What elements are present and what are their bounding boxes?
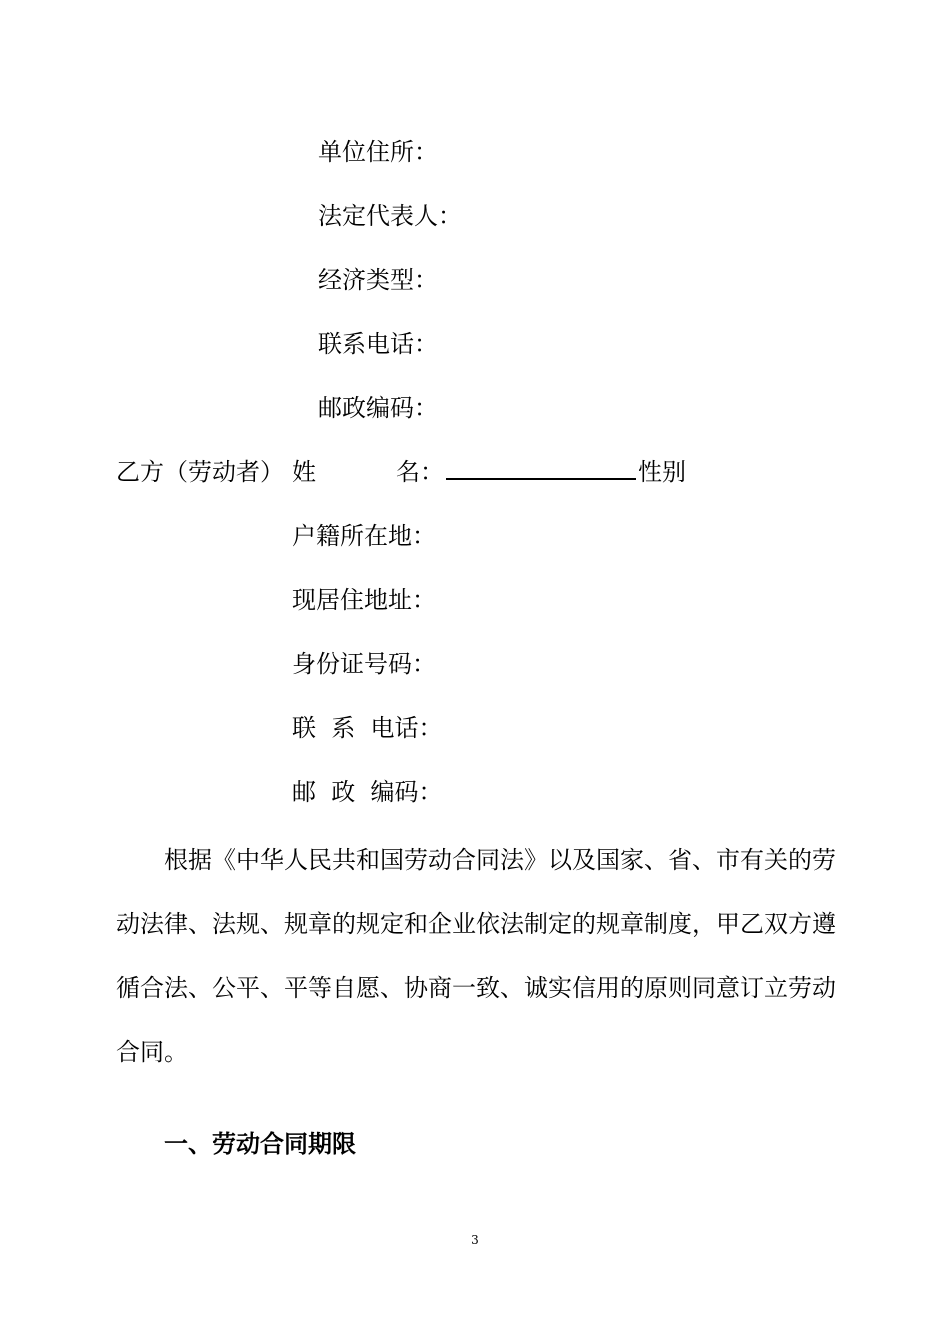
party-b-name-label-2: 名： — [396, 458, 444, 486]
party-a-phone: 联系电话： — [318, 330, 438, 358]
party-b-name-row — [292, 456, 686, 488]
page-number: 3 — [471, 1233, 479, 1247]
party-b-postcode: 邮 政 编码： — [292, 778, 443, 806]
party-a-legal-rep: 法定代表人： — [318, 202, 462, 230]
party-a-address: 单位住所： — [318, 138, 438, 166]
intro-paragraph: 根据《中华人民共和国劳动合同法》以及国家、省、市有关的劳动法律、法规、规章的规定和企业依法制定的规章制度，甲乙双方遵循合法、公平、平等自愿、协商一致、诚实信用的原则同意订立劳动合同。 — [116, 846, 836, 1066]
party-b-phone: 联 系 电话： — [292, 714, 443, 742]
party-a-economic-type: 经济类型： — [318, 266, 438, 294]
name-blank — [446, 456, 636, 480]
party-b-name-label-1: 姓 — [292, 458, 316, 486]
party-b-id-number: 身份证号码： — [292, 650, 436, 678]
section-heading: 一、劳动合同期限 — [164, 1130, 356, 1158]
party-b-hukou: 户籍所在地： — [292, 522, 436, 550]
party-b-residence: 现居住地址： — [292, 586, 436, 614]
party-b-label: 乙方（劳动者） — [116, 458, 284, 486]
party-b-gender-label: 性别 — [638, 458, 686, 486]
party-a-postcode: 邮政编码： — [318, 394, 438, 422]
